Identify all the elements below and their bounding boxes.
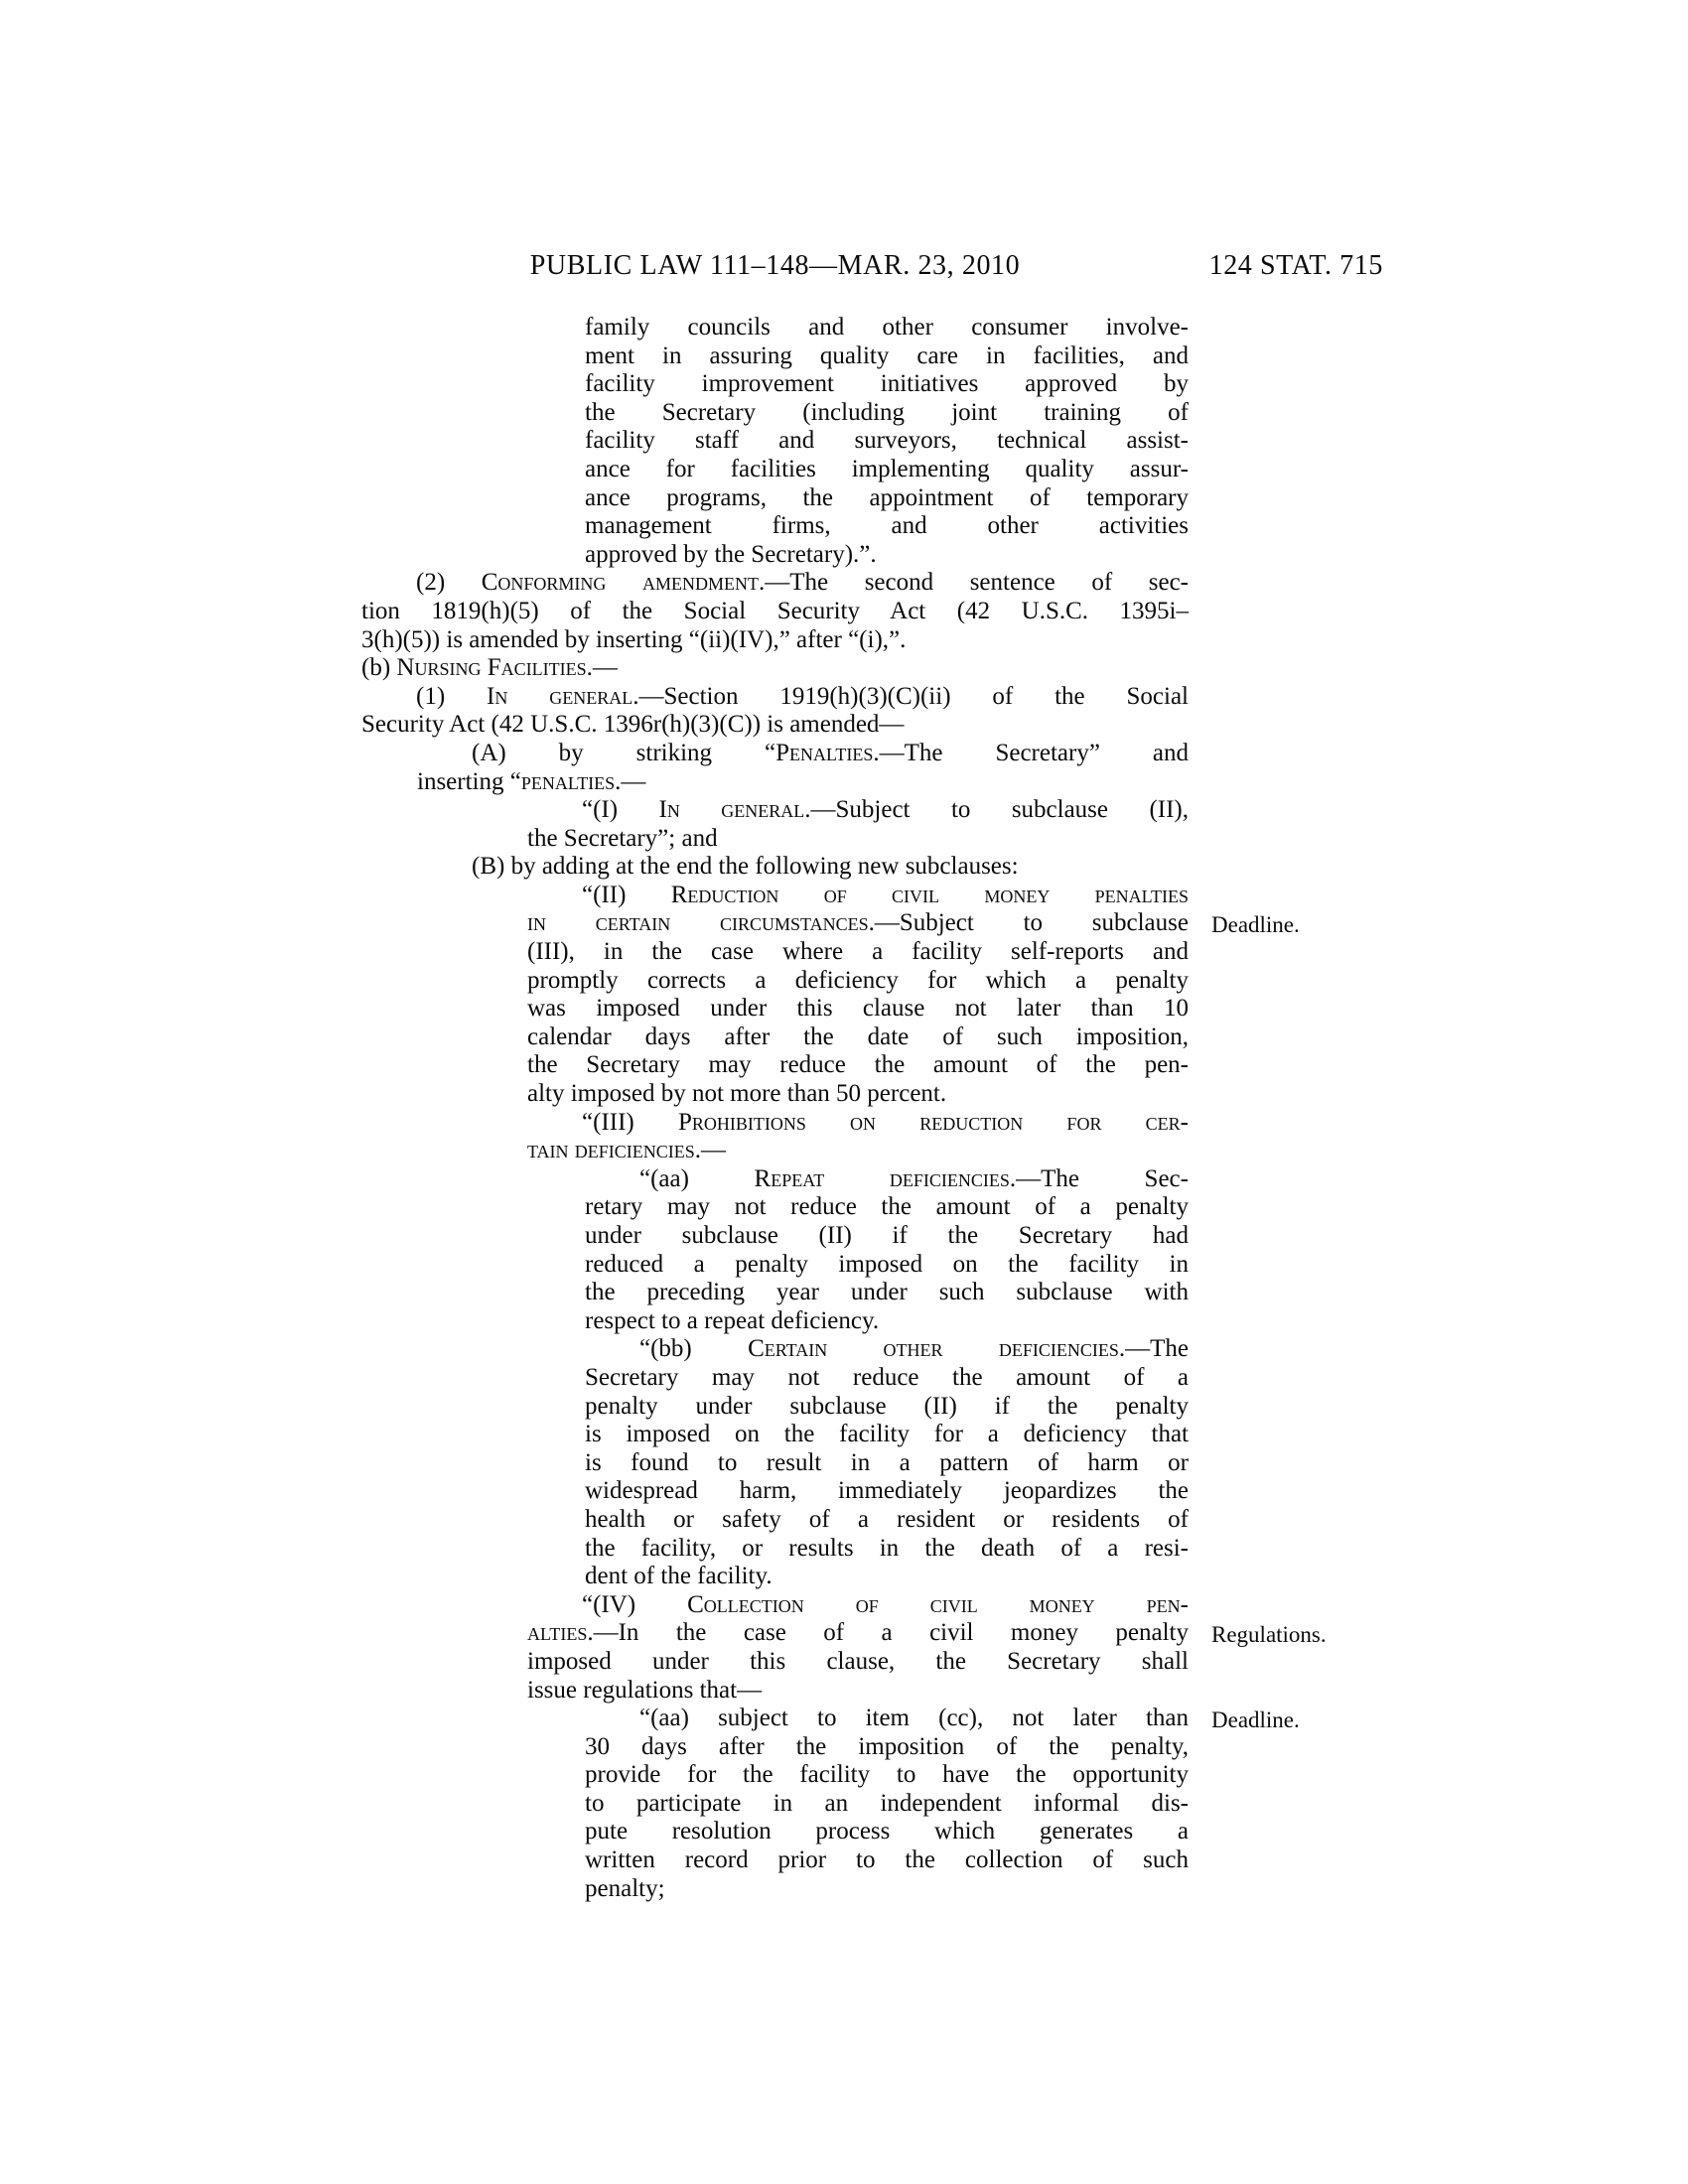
text-line: [527, 1051, 1189, 1080]
body-text: 3(h)(5)) is amended by inserting “(ii)(IV),” after “(i),”.: [361, 625, 907, 653]
body-text: pute resolution process which generates a: [585, 1818, 1189, 1845]
text-line: [527, 796, 1189, 825]
body-text: promptly corrects a deficiency for which a penalty: [527, 966, 1189, 994]
body-text: facility staff and surveyors, technical assist-: [585, 427, 1189, 455]
small-caps-text: Reduction of civil money penalties: [670, 881, 1189, 908]
body-text: “(aa): [639, 1164, 755, 1192]
body-text: widespread harm, immediately jeopardizes the: [585, 1477, 1189, 1505]
body-text: is imposed on the facility for a deficiency that: [585, 1421, 1189, 1448]
body-text: the preceding year under such subclause with: [585, 1279, 1189, 1306]
text-line: [585, 1393, 1189, 1422]
body-text: Section 1919(h)(3)(C)(ii) of the Social: [663, 682, 1190, 710]
text-line: [585, 1193, 1189, 1222]
body-text: The: [1150, 1335, 1189, 1363]
body-text: tion 1819(h)(5) of the Social Security Act (42 U.S.C. 1395i–: [361, 597, 1189, 624]
body-text: “(III): [582, 1108, 678, 1136]
text-line: [527, 882, 1189, 910]
text-line: [585, 456, 1189, 484]
paragraph: [361, 1335, 1189, 1590]
body-text: ment in assuring quality care in facilities, and: [585, 341, 1189, 369]
text-line: [585, 1563, 1189, 1591]
body-text: Security Act (42 U.S.C. 1396r(h)(3)(C)) is amended—: [361, 711, 905, 739]
text-line: [527, 1648, 1189, 1677]
body-text: (b): [361, 654, 397, 682]
paragraph: [361, 654, 1189, 683]
body-text: (2): [416, 569, 482, 597]
text-line: [585, 1506, 1189, 1535]
text-line: [527, 909, 1189, 938]
text-line: [361, 626, 1189, 655]
text-line: [361, 598, 1189, 626]
body-text: health or safety of a resident or residents of: [585, 1505, 1189, 1533]
text-line: [361, 569, 1189, 598]
text-line: [585, 370, 1189, 399]
body-text: (III), in the case where a facility self-reports and: [527, 938, 1189, 966]
text-line: [585, 1875, 1189, 1904]
small-caps-text: tain deficiencies.—: [527, 1137, 727, 1164]
small-caps-text: Prohibitions on reduction for cer-: [677, 1108, 1189, 1136]
body-text: the facility, or results in the death of a resi-: [585, 1534, 1189, 1562]
body-text: alty imposed by not more than 50 percent.: [527, 1080, 947, 1108]
text-line: [585, 1818, 1189, 1846]
text-line: [527, 825, 1189, 854]
paragraph: [361, 569, 1189, 654]
margin-note: Deadline.: [1211, 912, 1300, 937]
paragraph: [361, 1165, 1189, 1336]
text-line: [585, 1846, 1189, 1875]
body-text: calendar days after the date of such imposition,: [527, 1023, 1189, 1050]
text-line: [585, 1790, 1189, 1819]
body-text: management firms, and other activities: [585, 512, 1189, 540]
body-text: under subclause (II) if the Secretary had: [585, 1222, 1189, 1249]
paragraph: [361, 314, 1189, 569]
body-text: retary may not reduce the amount of a penalty: [585, 1193, 1189, 1221]
body-text: dent of the facility.: [585, 1563, 773, 1590]
small-caps-text: penalties.—: [520, 767, 646, 795]
small-caps-text: Certain other deficiencies.—: [748, 1335, 1151, 1363]
paragraph: [361, 740, 1189, 796]
body-text: imposed under this clause, the Secretary shall: [527, 1647, 1189, 1675]
text-line: [585, 1222, 1189, 1251]
text-line: [585, 427, 1189, 456]
text-line: [527, 1080, 1189, 1109]
body-text: written record prior to the collection of such: [585, 1846, 1189, 1874]
margin-note: Deadline.: [1211, 1707, 1300, 1732]
text-line: [527, 1591, 1189, 1620]
body-text: penalty under subclause (II) if the penalty: [585, 1392, 1189, 1420]
paragraph: [361, 882, 1189, 1109]
text-line: [527, 1137, 1189, 1165]
body-text: to participate in an independent informal dis-: [585, 1789, 1189, 1817]
small-caps-text: Collection of civil money pen-: [687, 1590, 1189, 1618]
body-text: is found to result in a pattern of harm or: [585, 1448, 1189, 1476]
body-text: the Secretary”; and: [527, 824, 718, 852]
body-text: issue regulations that—: [527, 1676, 763, 1704]
text-line: [585, 1251, 1189, 1280]
text-line: [585, 484, 1189, 513]
body-text: The second sentence of sec-: [789, 569, 1189, 597]
body-text: family councils and other consumer involve-: [585, 314, 1189, 341]
text-line: [417, 853, 1189, 882]
text-line: [585, 1449, 1189, 1478]
paragraph: [361, 1109, 1189, 1165]
text-line: [585, 1279, 1189, 1307]
body-text: ance for facilities implementing quality assur-: [585, 455, 1189, 482]
text-line: [417, 740, 1189, 768]
margin-note: Regulations.: [1211, 1622, 1327, 1647]
body-text: inserting “: [417, 767, 521, 795]
body-text: provide for the facility to have the opportunity: [585, 1761, 1189, 1789]
text-line: [527, 1109, 1189, 1138]
body-text: (A) by striking “: [472, 739, 776, 766]
body-text: approved by the Secretary).”.: [585, 540, 877, 568]
body-text: (1): [416, 682, 488, 710]
text-line: [585, 399, 1189, 428]
page-number: 124 STAT. 715: [1208, 250, 1383, 281]
small-caps-text: Conforming amendment.—: [481, 569, 790, 597]
text-line: [585, 541, 1189, 570]
text-line: [585, 1733, 1189, 1762]
text-line: [585, 1307, 1189, 1336]
body-text: “(I): [582, 796, 659, 824]
text-line: [585, 1705, 1189, 1733]
text-line: [585, 342, 1189, 371]
small-caps-text: alties.—: [527, 1619, 619, 1647]
text-line: [361, 683, 1189, 712]
small-caps-text: in certain circumstances.—: [527, 909, 900, 937]
body-text: Subject to subclause (II),: [835, 796, 1189, 824]
text-line: [417, 768, 1189, 797]
text-line: [585, 1761, 1189, 1790]
body-text: “(IV): [582, 1590, 688, 1618]
body-text: the Secretary (including joint training of: [585, 398, 1189, 426]
body-text: reduced a penalty imposed on the facility in: [585, 1250, 1189, 1278]
body-text: “(bb): [639, 1335, 749, 1363]
body-text: “(II): [582, 881, 671, 908]
text-line: [527, 1024, 1189, 1052]
body-text: (B) by adding at the end the following new subclauses:: [472, 853, 1019, 881]
body-text: penalty;: [585, 1874, 665, 1902]
paragraph: [361, 853, 1189, 882]
body-text: was imposed under this clause not later than 10: [527, 995, 1189, 1023]
small-caps-text: Penalties.—: [775, 739, 905, 766]
text-column: [361, 314, 1189, 1903]
small-caps-text: Nursing Facilities.—: [396, 654, 618, 682]
text-line: [361, 654, 1189, 683]
text-line: [585, 1165, 1189, 1194]
body-text: respect to a repeat deficiency.: [585, 1306, 880, 1334]
running-header: PUBLIC LAW 111–148—MAR. 23, 2010: [529, 250, 1021, 281]
paragraph: [361, 796, 1189, 853]
body-text: the Secretary may reduce the amount of the pen-: [527, 1051, 1189, 1079]
body-text: In the case of a civil money penalty: [618, 1619, 1189, 1647]
text-line: [585, 1364, 1189, 1393]
body-text: Subject to subclause: [899, 909, 1189, 937]
text-line: [527, 967, 1189, 996]
text-line: [527, 995, 1189, 1024]
body-text: 30 days after the imposition of the penalty,: [585, 1732, 1189, 1760]
text-line: [585, 1535, 1189, 1564]
body-text: facility improvement initiatives approved by: [585, 370, 1189, 398]
text-line: [585, 1477, 1189, 1506]
small-caps-text: In general.—: [487, 682, 664, 710]
paragraph: [361, 1705, 1189, 1903]
body-text: ance programs, the appointment of temporary: [585, 483, 1189, 511]
body-text: “(aa) subject to item (cc), not later than: [639, 1705, 1189, 1732]
text-line: [585, 1335, 1189, 1364]
text-line: [585, 314, 1189, 342]
body-text: The Secretary” and: [904, 739, 1189, 766]
text-line: [585, 512, 1189, 541]
text-line: [585, 1421, 1189, 1449]
text-line: [361, 711, 1189, 740]
small-caps-text: In general.—: [658, 796, 836, 824]
text-line: [527, 938, 1189, 967]
small-caps-text: Repeat deficiencies.—: [754, 1164, 1042, 1192]
text-line: [527, 1677, 1189, 1706]
body-text: Secretary may not reduce the amount of a: [585, 1363, 1189, 1391]
text-line: [527, 1619, 1189, 1648]
paragraph: [361, 1591, 1189, 1705]
body-text: The Sec-: [1041, 1164, 1189, 1192]
paragraph: [361, 683, 1189, 740]
